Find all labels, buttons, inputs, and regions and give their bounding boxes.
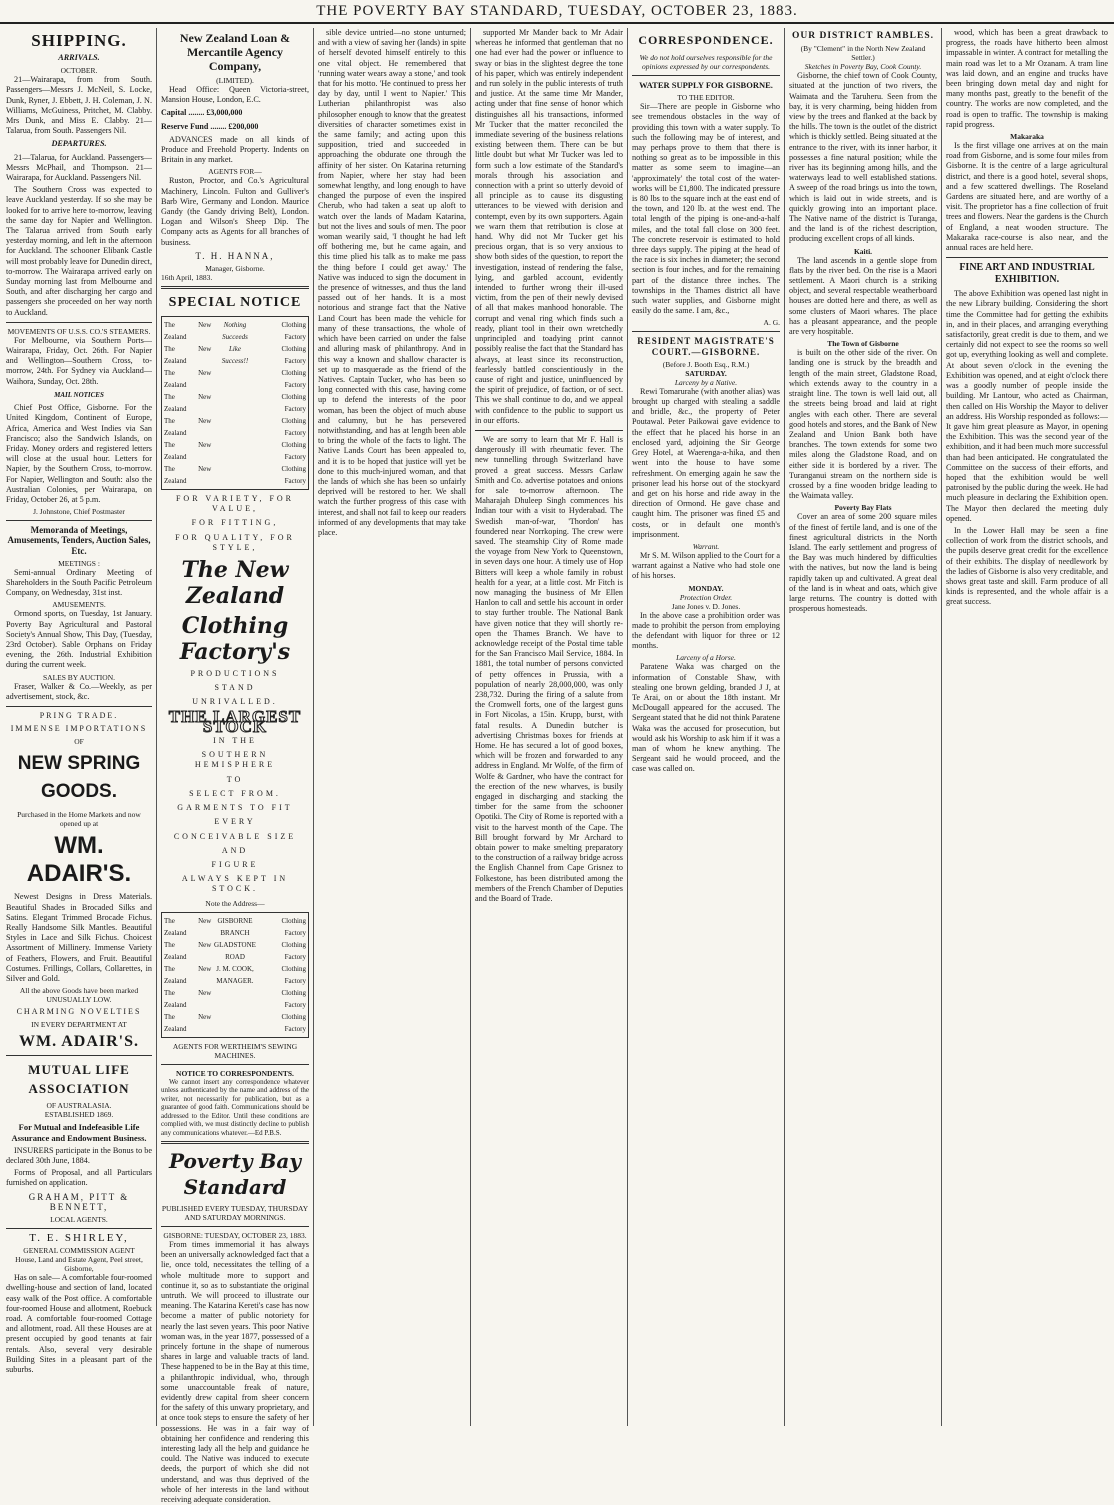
general-commission: GENERAL COMMISSION AGENT xyxy=(23,1246,135,1256)
correspondence-heading: CORRESPONDENCE. xyxy=(638,33,774,47)
shirley-sale-text: Has on sale— A comfortable four-roomed dwelling-house and section of land, located easy walk of the Post office. A comfortable four-roomed House and allotment, Roebuck road. A comfortable four-roomed Cottage and allotment, road. All these Houses are at present occupied by good tenants at fair rentals. Also, several very desirable Building Sites in a pleasant part of the suburbs. xyxy=(6,1273,152,1375)
warrant-text: Mr S. M. Wilson applied to the Court for a warrant against a Native who had stole one of his horses. xyxy=(632,550,780,581)
arrivals-month: OCTOBER. xyxy=(60,66,98,76)
address-grid xyxy=(161,912,309,1038)
exhibition-text: The above Exhibition was opened last night in the new Library building. Considering the short time the Committee had for getting the exhibits in, and in their places, and arranging everything satisfactorily, great credit is due to them, and we certainly did not expect to see the rooms so well got up, everything looking as well and complete. At about seven o'clock in the evening the Exhibition was opened, and at eight o'clock there was a goodly number of people inside the building. Mr Lantour, who acted as Chairman, then called on His Worship the Mayor to deliver an address. His Worship responded as follows:—It gave him great pleasure as Mayor, in opening the Exhibition. This was the second year of the exhibition, and it had been much more successful than had been anticipated. He congratulated the Committee on the success of their efforts, and hoped that the exhibition would be well patronised by the public during the week. He had much pleasure in declaring the Exhibition open. The Mayor then declared the meeting duly opened. xyxy=(946,289,1108,523)
conceivable-line: CONCEIVABLE SIZE xyxy=(173,831,297,841)
nz-loan-heading: New Zealand Loan & Mercantile Agency Company, xyxy=(179,31,291,73)
established: ESTABLISHED 1869. xyxy=(44,1110,114,1120)
before-line: (Before J. Booth Esq., R.M.) xyxy=(662,359,750,369)
dateline: GISBORNE: TUESDAY, OCTOBER 23, 1883. xyxy=(163,1231,307,1241)
note-address: Note the Address— xyxy=(205,898,265,908)
published-line: PUBLISHED EVERY TUESDAY, THURSDAY AND SATURDAY MORNINGS. xyxy=(161,1204,309,1223)
immense-importations: IMMENSE IMPORTATIONS xyxy=(10,724,148,734)
column-4 xyxy=(475,28,623,1426)
quality-line: FOR QUALITY, FOR STYLE, xyxy=(175,532,295,552)
to-editor: TO THE EDITOR. xyxy=(677,93,735,103)
editorial-text: From times immemorial it has always been an universally acknowledged fact that a lie, once told, necessitates the telling of a whole multitude more to support and continue it, so as to substantiate the original untruth. We will proceed to illustrate our meaning. The Katarina Kereti's case has now become a matter of public notoriety for nearly the last seven years. This poor Native woman was, in the year 1877, possessed of a princely fortune in the shape of numerous shares in large and valuable tracts of land. These happened to be in the Bay at this time, a philanthropic individual, who, through some unaccountable freak of nature, evidently drew capital from sheer concern for the safety of this unwary proprietary, and at once took steps to ensure the safety of her possessions. He was in a fair way of obtaining her confidence and rendering this interesting lady all the help and guidance he could. The Native was induced to execute deeds, the purport of which she did not understand, and was thus deprived of the whole of her interests in the land without receiving adequate consideration. xyxy=(161,1240,309,1505)
purchased-text: Purchased in the Home Markets and now opened up at xyxy=(17,810,141,829)
productions-line: PRODUCTIONS xyxy=(190,669,280,679)
kaiti-heading: Kaiti. xyxy=(853,246,873,256)
notice-text: We cannot insert any correspondence whatever unless authenticated by the name and address of the writer, not necessarily for publication, but as a guarantee of good faith. Communications should be addressed to the Editor. Until these conditions are complied with, we must distinctly decline to publish any communications whatever.—Ed P.B.S. xyxy=(161,1077,309,1137)
variety-line: FOR VARIETY, FOR VALUE, xyxy=(175,494,295,514)
monday-heading: MONDAY. xyxy=(688,583,724,593)
insures-text: INSURERS participate in the Bonus to be declared 30th June, 1884. xyxy=(6,1145,152,1166)
flats-heading: Poverty Bay Flats xyxy=(834,503,892,513)
largest-stock-heading: THE LARGEST STOCK xyxy=(168,706,302,736)
unrivalled-line: UNRIVALLED. xyxy=(192,697,278,707)
arrivals-text: 21—Wairarapa, from from South. Passengers—Messrs J. McNeil, S. Locke, Dunk, Ryner, J. Ebbett, J. H. Coleman, J. N. Williams, McGuiness, Pritchet, M. Clabby. Mrs Dunk, and Miss E. Clabby. 21—Talarua, from South. Passengers Nil. xyxy=(6,75,152,136)
shipping-news: The Southern Cross was expected to leave Auckland yesterday. If so she may be looked for to arrive here to-morrow, leaving the same day for Napier and Wellington. The Talarua arrived from South early yesterday morning, and left in the afternoon for Auckland. The schooner Elibank Castle will most probably leave for Dunedin direct, to-morrow. The Wairarapa arrived early on Sunday morning last from Melbourne and South, and after discharging her cargo and passengers she proceeded on her way north to Auckland. xyxy=(6,185,152,317)
every-department: IN EVERY DEPARTMENT AT xyxy=(31,1020,127,1030)
town-heading: The Town of Gisborne xyxy=(827,339,899,349)
masthead: THE POVERTY BAY STANDARD, TUESDAY, OCTOBER 23, 1883. xyxy=(0,0,1114,24)
mail-signature: J. Johnstone, Chief Postmaster xyxy=(33,507,125,517)
mail-heading: MAIL NOTICES xyxy=(54,390,104,399)
court-text-3: Paratene Waka was charged on the information of Constable Shaw, with stealing one brown gelding, branded J J, at Te Arai, on or about the 18th instant. Mr McDougall appeared for the accused. The Sergeant stated that he did not think Paratene Waka was the accused for prosecution, but would ask his Worship to ask him if it was a man of whom he knew anything. The Sergeant said he would proceed, and the case was called on. xyxy=(632,662,780,774)
address-mid-col: GISBORNE BRANCH GLADSTONE ROAD J. M. COOK, MANAGER. xyxy=(214,916,256,985)
southern-line: SOUTHERN HEMISPHERE xyxy=(194,750,276,770)
letter-text: Sir—There are people in Gisborne who see tremendous obstacles in the way of providing this town with a water supply. To such the following may be of interest, and may perhaps prove to them that there is nothing so great as to be impossible in this matter as some seem to imagine—an 'approximately' the total cost of the water-works will be £1,800. The indicated pressure is 80 lbs to the square inch at the east end of the town, and 120 lb. at the west end. The total length of the piping is one-and-a-half miles, and the total fall close on 300 feet. The concrete reservoir is estimated to hold three days supply. The piping at the head of the race is six inches in diameter; the second section is four inches, and for the remaining part of the distance three inches. The townships in the Thames district all have such water supplies, and Gisborne might easily do the same. I am, &c., xyxy=(632,102,780,316)
of-label: OF xyxy=(74,737,84,747)
wertheim-line: AGENTS FOR WERTHEIM'S SEWING MACHINES. xyxy=(172,1041,298,1060)
paper-title: Poverty Bay Standard xyxy=(168,1149,302,1200)
local-agents: LOCAL AGENTS. xyxy=(50,1215,108,1225)
sales-text: Fraser, Walker & Co.—Weekly, as per advertisement, stock, &c. xyxy=(6,681,152,701)
address-left-col: The New Zealand The New Zealand The New Zealand The New Zealand The New Zealand xyxy=(164,916,212,1033)
special-notice-grid xyxy=(161,316,309,490)
offices-text: Head Office: Queen Victoria-street, Mansion House, London, E.C. xyxy=(161,85,309,105)
address-right-col: Clothing Factory Clothing Factory Clothing Factory Clothing Factory Clothing Factory xyxy=(281,916,306,1033)
movements-text: For Melbourne, via Southern Ports—Wairarapa, Friday, Oct. 26th. For Napier and Wellington—Southern Cross, to-morrow, 24th. For Sydney via Auckland—Waihora, Sunday, Oct. 28th. xyxy=(6,335,152,386)
spring-trade-heading: PRING TRADE. xyxy=(39,710,119,720)
letter-signature: A. G. xyxy=(763,318,780,328)
ramble-text-2: The land ascends in a gentle slope from flats by the river bed. On the rise is a Maori settlement. A Maori church is a striking object, and several respectable weatherboard houses are dotted here and there, as well as some clusters of Maori whares. The place has a pleasant appearance, and the people are very hospitable. xyxy=(789,255,937,337)
limited-label: (LIMITED). xyxy=(216,76,254,85)
exhibition-heading: FINE ART AND INDUSTRIAL EXHIBITION. xyxy=(959,262,1095,286)
larceny-horse-heading: Larceny of a Horse. xyxy=(676,653,736,663)
departures-heading: DEPARTURES. xyxy=(51,139,107,149)
fitting-line: FOR FITTING, xyxy=(191,518,279,528)
sketches-heading: Sketches in Poverty Bay, Cook County. xyxy=(804,62,922,72)
agents-heading: AGENTS FOR— xyxy=(208,167,262,177)
in-the-line: IN THE xyxy=(213,736,257,746)
departures-text: 21—Talarua, for Auckland. Passengers—Messrs McPhail, and Thompson. 21—Wairarapa, for Auckland. Passengers Nil. xyxy=(6,152,152,183)
jane-jones: Jane Jones v. D. Jones. xyxy=(671,601,741,611)
column-7 xyxy=(946,28,1108,1426)
adairs-list: Newest Designs in Dress Materials. Beautiful Shades in Brocaded Silks and Satins. Elegant Trimmed Brocade Fichus. Really Handsome Silk Mantles. Beautiful Styles in Lace and Silk Fichus. Choicest Assortment of Millinery. Immense Variety of Feathers, Flowers, and Fruit. Beautiful Costumes. Frillings, Collars, Collarettes, in Silver and Gold. xyxy=(6,892,152,983)
charming-novelties: CHARMING NOVELTIES xyxy=(16,1007,142,1017)
reserve-line: Reserve Fund ........ £200,000 xyxy=(161,121,259,131)
mutual-life-heading: MUTUAL LIFE ASSOCIATION xyxy=(28,1062,130,1097)
shipping-heading: SHIPPING. xyxy=(31,31,127,50)
rambles-heading: OUR DISTRICT RAMBLES. xyxy=(792,31,934,41)
advances-text: ADVANCES made on all kinds of Produce and Freehold Property. Indents on Britain in any market. xyxy=(161,134,309,165)
date-line: 16th April, 1883. xyxy=(161,273,213,283)
forms-text: Forms of Proposal, and all Particulars furnished on application. xyxy=(6,1168,152,1188)
hanna-name: T. H. HANNA, xyxy=(195,250,275,261)
house-land-agent: House, Land and Estate Agent, Peel street, Gisborne, xyxy=(15,1255,143,1274)
to-line: TO xyxy=(226,774,244,784)
warrant-heading: Warrant. xyxy=(692,541,720,551)
editorial-conclusion: supported Mr Mander back to Mr Adair whereas he informed that gentleman that no one had ever had the power or influence to sway or bias in the slightest degree the tone of his paper, which was entirely independent and run solely in the public interests of truth and justice. At the same time Mr Mander, acting under that fine sense of honor which distinguishes all his transactions, informed Mr Tucker that the matter reconciled the immediate severing of the business relations existing between them. There can be but little doubt but what Mr Tucker was led to form such a low estimate of the Standard's morals through his association and connection with a print so utterly devoid of all principle as to cause its disgusting utterances to be viewed with derision and contempt, even by its own supporters. Again we warn them that retribution is close at hand. Why did not Mr Tucker get his precious organ, that is so very anxious to show both sides of the question, to report the investigation, instead of rendering the false, lying, and garbled account, evidently intended to further wrong their ill-used victim, from the pen of their newly devised of all that makes manhood honorable. The corrupt and venal ring which finds such a ready, pliant tool in their own wretchedly unprincipled and toadying print cannot possibly realise the fact that the Standard has always, at least since its reconstruction, fearlessly battled conscientiously in the cause of right and justice, uninfluenced by the spirit of prejudice, of faction, or of sect. This we shall continue to do, and we appeal with confidence to the public to support us in our efforts. xyxy=(475,28,623,425)
ramble-text-5: wood, which has been a great drawback to progress, the roads have hitherto been almost impassable in winter. A contract for metalling the main road was let to a Mr Ozanam. A tram line was laid down, and an engine and trucks have been bringing down metal day and night for many months past, greatly to the benefit of the country. The works are now completed, and the road is open to traffic. The township is making rapid progress. xyxy=(946,28,1108,129)
saturday-heading: SATURDAY. xyxy=(685,368,727,378)
resident-magistrate-heading: RESIDENT MAGISTRATE'S COURT.—GISBORNE. xyxy=(637,336,775,357)
amusements-heading: AMUSEMENTS. xyxy=(52,600,106,610)
select-line: SELECT FROM. xyxy=(189,788,281,798)
special-notice-heading: SPECIAL NOTICE xyxy=(168,295,302,311)
amusements-text: Ormond sports, on Tuesday, 1st January. Poverty Bay Agricultural and Pastoral Society's Annual Show, This Day, (Tuesday, 23rd October). Sable Orphans on Friday evening, the 26th. Industrial Exhibition during the current week. xyxy=(6,609,152,670)
unusually-low: All the above Goods have been marked UNUSUALLY LOW. xyxy=(19,986,139,1005)
garments-line: GARMENTS TO FIT xyxy=(177,803,293,813)
water-supply-heading: WATER SUPPLY FOR GISBORNE. xyxy=(639,80,773,90)
protection-heading: Protection Order. xyxy=(679,592,733,602)
sales-heading: SALES BY AUCTION. xyxy=(42,672,116,682)
column-3 xyxy=(318,28,466,1426)
special-left-col: The New Zealand The New Zealand The New Zealand The New Zealand The New Zealand The New Zealand The New Zealand xyxy=(164,321,212,486)
makaraka-heading: Makaraka xyxy=(1010,132,1044,142)
larceny-heading: Larceny by a Native. xyxy=(674,377,738,387)
column-2 xyxy=(161,28,309,1505)
memoranda-heading: Memoranda of Meetings, Amusements, Tenders, Auction Sales, Etc. xyxy=(7,525,151,556)
column-1 xyxy=(6,28,152,1426)
column-6 xyxy=(789,28,937,1426)
notice-correspondents: NOTICE TO CORRESPONDENTS. xyxy=(176,1068,294,1078)
court-text-2: In the above case a prohibition order was made to prohibit the person from employing the defendant with liquor for three or 12 months. xyxy=(632,610,780,651)
graham-pitt-bennett: GRAHAM, PITT & BENNETT, xyxy=(28,1191,130,1212)
news-items: We are sorry to learn that Mr F. Hall is dangerously ill with rheumatic fever. The new tunnelling through Switzerland have proved a great success. Messrs Carlaw Smith and Co. advertise potatoes and onions for sale to-morrow afternoon. The Maharajah Dhuleep Singh commences his Indian tour with a visit to Hyderabad. The Swedish man-of-war, 'Thordon' has foundered near Norrkoping. The crew were saved. The steamship City of Rome made the voyage from New York to Queenstown, in seven days one hour. A timely use of Hop Bitters will keep a whole family in robust health for a year, at a little cost. Mr Fitch is now managing the business of Mr Ellen Hanlon to call and settle his account in order to stay further trouble. The National Bank have given notice that they will shortly re-open the Thames Branch. We have to acknowledge receipt of the Postal time table for the San Francisco Mail Service, 1884. In 1881, the total number of persons convicted of petty offences in Prussia, with a population of nearly 28,000,000, was only 238,732. During the firing of a salute from the Cromwell forts, one of the largest guns in Fort Nicolas, a 15in. Krupp, burst, with fatal results. A Dunedin butcher is advertising Christmas boxes for friends at Home. He has secured a lot of good boxes, which will be frozen and forwarded to any address in England. Mr Wolfe, of the firm of Wolfe & Gardner, who have the contract for the erection of the new wharves, is busily engaged in discharging and stacking the timber for the same from the schooner Opotiki. The City of Rome is reported with a visit to the harvest month of the Cape. The Bill brought forward by Mr Archard to obtain power to make smelting preparatory to the construction of a railway bridge across the English Channel from Cape Grisnez to Folkestone, has been distributed among the members of the French Chamber of Deputies and the Board of Trade. xyxy=(475,434,623,904)
disclaimer: We do not hold ourselves responsible for the opinions expressed by our correspondents. xyxy=(639,53,773,71)
special-mid-col: Nothing Succeeds Like Success!! xyxy=(221,321,249,366)
ramble-text-1: Gisborne, the chief town of Cook County, situated at the junction of two rivers, the Waimata and the Taruheru. Seen from the bay, it is very charming, being hidden from view by the trees and flanked at the back by the hills. The town is the outlet of the district which is thickly settled. Being situated at the entrance to the river, with its inner harbor, it possesses a fine natural position; while the river has its beginning among hills, and the waterways lead to well established stations. A sweep of the road brings us into the town, which is laid out in wide streets, and is quickly growing into an important place. The Native name of the district is Turanga, and the land is of the richest description, producing excellent crops of all kinds. xyxy=(789,71,937,244)
ramble-text-6: Is the first village one arrives at on the main road from Gisborne, and is some four miles from Gisborne. It is the centre of a large agricultural district, and there is a good hotel, several shops, and a few scattered dwellings. The Roseland Gardens are situated here, and are worthy of a visit. The proprietor has a fine collection of fruit trees and flowers. Near the gardens is the Church of England, a neat wooden structure. The Makaraka race-course is also near, and the annual races are held here. xyxy=(946,141,1108,253)
mail-text: Chief Post Office, Gisborne. For the United Kingdom, Continent of Europe, Africa, America and West Indies via San Francisco; also the Sandwich Islands, on Friday. Money orders and registered letters will close at the usual hour. Letters for Napier, by the Southern Cross, to-morrow. For Napier, Wellington and South: also the Australian Colonies, per Wairarapa, on Friday, October 26, at 5 p.m. xyxy=(6,403,152,504)
court-text-1: Rewi Tomarurahe (with another alias) was brought up charged with stealing a saddle and bridle, &c., the property of Peter Poutawal. Peter Paikowai gave evidence to the effect that he placed his horse in an enclosed yard, adjoining the Sir George Grey Hotel, at Waerenga-a-hika, and then went into the house to have some refreshment. On emerging again he saw the prisoner lead his horse out of the stockyard and get on his horse and ride away in the direction of Ormond. He gave chase and caught him. The prisoner was fined £5 and costs, or in default one month's imprisonment. xyxy=(632,386,780,539)
nz-clothing-heading: The New Zealand xyxy=(181,557,289,610)
agents-text: Ruston, Proctor, and Co.'s Agricultural Machinery, Lincoln. Fulton and Gulliver's Barb Wire, Germany and London. Maurice Gandy (the Gandy driving Belt), London. Logan and Wilson's Sheep Dip. The Company acts as Agents for all branches of business. xyxy=(161,176,309,247)
new-spring-goods: NEW SPRING GOODS. xyxy=(17,753,141,803)
figure-line: FIGURE xyxy=(211,859,259,869)
adairs-heading: WM. ADAIR'S. xyxy=(26,832,132,888)
column-5 xyxy=(632,28,780,1426)
and-line: AND xyxy=(221,845,249,855)
meetings-heading: MEETINGS : xyxy=(58,558,100,568)
manager-title: Manager, Gisborne. xyxy=(205,264,265,274)
editorial-continued: sible device untried—no stone unturned; and with a view of saving her (lands) in spite of herself devoted himself entirely to this one vital object. He remembered that 'running water wears away a stone,' and took that for his motto. 'He continued to press her day by day, until I went to Napier.' This Lutherian philanthropist was also philosopher enough to know that the greatest diversities of character sometimes exist in the same family; and acting upon this supposition, tried and succeeded in approaching the obdurate one through the affinity of her sister. On Katarina returning from Napier, where her stay had been somewhat lengthy, and long enough to have changed the purpose of even the inspired Cherub, who had taken a seat up aloft to watch over the lands of Madam Katarina, but not the lives and souls of men. The poor woman wearily said, 'I thought he had left off bothering me, but he came again, and this time plied his talk as to make me pass the thing before I could get away.' The Native was induced to sign the document in the presence of witnesses, and thus the land passed out of her hands. It is a most notorious and strange fact that the Native Land Court has been made the vehicle for many of these transactions, the whole of which have been carried on under the false and alluring mask of philanthropy. And in this way a known and shallow character is set up to masquerade as the friend of the Natives. Captain Tucker, who has been so long connected with this case, having come up to defend the interests of the poor woman, has been the object of much abuse and calumny, but he has persevered notwithstanding, and has at length been able to bring the whole of the facts to light. The Native Lands Court has been appealed to, and it is to be hoped that justice will yet be done to this much-injured woman, and that the lands of which she has been so unfairly deprived will be restored to her. We shall watch the further progress of this case with interest, and shall not fail to keep our readers informed of any developments that may take place. xyxy=(318,28,466,537)
ramble-text-3: is built on the other side of the river. On landing one is struck by the breadth and length of the main street, Gladstone Road, which extends away to the country in a straight line. The town is well laid out, all the streets being broad and laid at right angles with each other. There are several good hotels and stores, and the Bank of New Zealand and Union Bank both have branches. The town extends for some two miles along the Gladstone Road, and on either side it is bordered by a river. The Turanganui stream on the northern side is crossed by a fine wooden bridge leading to the Waimata valley. xyxy=(789,348,937,501)
capital-line: Capital ........ £3,000,000 xyxy=(161,108,243,118)
adairs-heading-2: WM. ADAIR'S. xyxy=(18,1033,139,1051)
clothing-factory-heading: Clothing Factory's xyxy=(179,613,291,666)
shirley-heading: T. E. SHIRLEY, xyxy=(29,1232,129,1245)
exhibition-closing: In the Lower Hall may be seen a fine collection of work from the district schools, and the pupils deserve great credit for the excellence of their exhibits. The display of needlework by the ladies of Gisborne is also very creditable, and shows great taste and skill. Farm produce of all kinds is represented, and the whole affair is a great success. xyxy=(946,525,1108,607)
indefeasible-text: For Mutual and Indefeasible Life Assurance and Endowment Business. xyxy=(11,1122,147,1143)
meetings-text: Semi-annual Ordinary Meeting of Shareholders in the South Pacific Petroleum Company, on Wednesday, 31st inst. xyxy=(6,567,152,598)
movements-heading: MOVEMENTS OF U.S.S. CO.'S STEAMERS. xyxy=(7,326,151,336)
special-right-col: Clothing Factory Clothing Factory Clothing Factory Clothing Factory Clothing Factory Clothing Factory Clothing Factory xyxy=(281,321,306,486)
arrivals-heading: ARRIVALS. xyxy=(58,53,100,62)
always-line: ALWAYS KEPT IN STOCK. xyxy=(181,874,289,894)
rambles-by: (By "Clement" in the North New Zealand Settler.) xyxy=(800,44,926,63)
stand-line: STAND xyxy=(214,683,256,693)
australasia: OF AUSTRALASIA. xyxy=(46,1101,112,1111)
every-line: EVERY xyxy=(214,817,256,827)
ramble-text-4: Cover an area of some 200 square miles of the finest of fertile land, and is one of the finest agricultural districts in the North Island. The early settlement and progress of the Bay was much hindered by difficulties with the natives, but now the land is being rapidly taken up and cultivated. A great deal of the land is in wheat and oats, which give large returns. The country is dotted with prosperous homesteads. xyxy=(789,512,937,614)
